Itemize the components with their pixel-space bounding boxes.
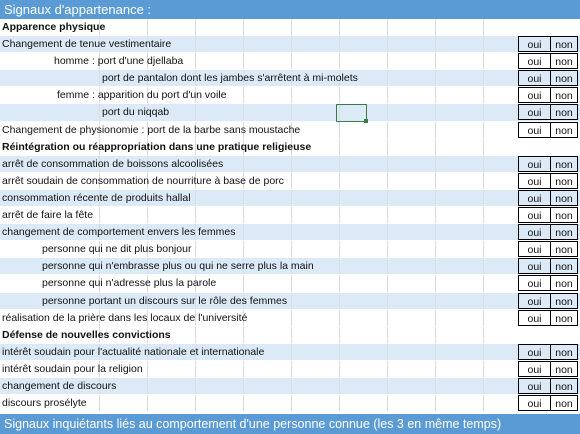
- oui-cell[interactable]: oui: [518, 378, 551, 394]
- gridline: [99, 395, 100, 411]
- gridline: [435, 361, 436, 377]
- row-label: intérêt soudain pour la religion: [2, 362, 143, 375]
- oui-cell[interactable]: oui: [518, 344, 551, 360]
- gridline: [291, 275, 292, 291]
- gridline: [339, 327, 340, 343]
- gridline: [99, 70, 100, 86]
- row-label: intérêt soudain pour l'actualité nationale et internationale: [2, 345, 265, 358]
- gridline: [483, 87, 484, 103]
- gridline: [195, 19, 196, 35]
- gridline: [147, 207, 148, 223]
- gridline: [339, 19, 340, 35]
- gridline: [243, 207, 244, 223]
- gridline: [195, 190, 196, 206]
- gridline: [387, 190, 388, 206]
- gridline: [483, 275, 484, 291]
- gridline: [435, 104, 436, 120]
- fill-handle[interactable]: [364, 119, 368, 123]
- gridline: [339, 378, 340, 394]
- gridline: [483, 378, 484, 394]
- gridline: [387, 87, 388, 103]
- gridline: [243, 361, 244, 377]
- gridline: [243, 327, 244, 343]
- gridline: [435, 70, 436, 86]
- gridline: [483, 139, 484, 155]
- gridline: [291, 53, 292, 69]
- row-label: discours prosélyte: [2, 397, 87, 410]
- gridline: [339, 122, 340, 138]
- gridline: [99, 104, 100, 120]
- gridline: [243, 104, 244, 120]
- rows-container: [0, 19, 580, 412]
- row-label: Changement de physionomie : port de la barbe sans moustache: [2, 123, 301, 136]
- gridline: [387, 344, 388, 360]
- gridline: [483, 36, 484, 52]
- gridline: [483, 190, 484, 206]
- gridline: [339, 258, 340, 274]
- non-cell[interactable]: non: [550, 104, 578, 120]
- footer-band[interactable]: Signaux inquiétants liés au comportement d'une personne connue (les 3 en même temps): [0, 414, 580, 434]
- oui-cell[interactable]: oui: [518, 87, 551, 103]
- gridline: [435, 53, 436, 69]
- oui-cell[interactable]: oui: [518, 156, 551, 172]
- table-row[interactable]: [0, 156, 580, 173]
- gridline: [195, 241, 196, 257]
- gridline: [483, 53, 484, 69]
- gridline: [243, 241, 244, 257]
- gridline: [483, 104, 484, 120]
- gridline: [339, 156, 340, 172]
- gridline: [339, 361, 340, 377]
- gridline: [387, 104, 388, 120]
- row-label: homme : port d'une djellaba: [54, 55, 184, 68]
- non-cell[interactable]: non: [550, 173, 578, 189]
- non-cell[interactable]: non: [550, 378, 578, 394]
- gridline: [483, 258, 484, 274]
- gridline: [291, 241, 292, 257]
- table-row[interactable]: [0, 344, 580, 361]
- gridline: [243, 224, 244, 240]
- gridline: [291, 327, 292, 343]
- gridline: [339, 293, 340, 309]
- non-cell[interactable]: non: [550, 241, 578, 257]
- table-row[interactable]: [0, 224, 580, 241]
- non-cell[interactable]: non: [550, 53, 578, 69]
- oui-cell[interactable]: oui: [518, 36, 551, 52]
- gridline: [483, 173, 484, 189]
- gridline: [291, 87, 292, 103]
- gridline: [435, 293, 436, 309]
- row-label: port du niqqab: [102, 106, 170, 119]
- non-cell[interactable]: non: [550, 122, 578, 138]
- gridline: [387, 224, 388, 240]
- gridline: [339, 207, 340, 223]
- gridline: [291, 293, 292, 309]
- gridline: [339, 241, 340, 257]
- non-cell[interactable]: non: [550, 275, 578, 291]
- non-cell[interactable]: non: [550, 344, 578, 360]
- gridline: [483, 293, 484, 309]
- gridline: [483, 395, 484, 411]
- gridline: [387, 258, 388, 274]
- table-row[interactable]: [0, 122, 580, 139]
- row-label: femme : apparition du port d'un voile: [57, 89, 227, 102]
- gridline: [339, 173, 340, 189]
- gridline: [195, 36, 196, 52]
- gridline: [435, 344, 436, 360]
- gridline: [339, 224, 340, 240]
- gridline: [435, 36, 436, 52]
- gridline: [435, 173, 436, 189]
- section-row[interactable]: [0, 327, 580, 344]
- non-cell[interactable]: non: [550, 156, 578, 172]
- non-cell[interactable]: non: [550, 70, 578, 86]
- gridline: [291, 19, 292, 35]
- row-label: port de pantalon dont les jambes s'arrêtent à mi-molets: [102, 72, 358, 85]
- header-band[interactable]: Signaux d'appartenance :: [0, 0, 580, 19]
- oui-cell[interactable]: oui: [518, 104, 551, 120]
- gridline: [243, 53, 244, 69]
- gridline: [387, 327, 388, 343]
- gridline: [435, 258, 436, 274]
- table-row[interactable]: [0, 190, 580, 207]
- section-row[interactable]: [0, 139, 580, 156]
- gridline: [435, 241, 436, 257]
- gridline: [435, 156, 436, 172]
- oui-cell[interactable]: oui: [518, 310, 551, 326]
- gridline: [195, 53, 196, 69]
- table-row[interactable]: [0, 53, 580, 70]
- gridline: [243, 190, 244, 206]
- oui-cell[interactable]: oui: [518, 122, 551, 138]
- table-row[interactable]: [0, 70, 580, 87]
- non-cell[interactable]: non: [550, 293, 578, 309]
- gridline: [291, 224, 292, 240]
- section-title: Apparence physique: [2, 21, 106, 33]
- gridline: [291, 310, 292, 326]
- row-label: arrêt soudain de consommation de nourriture à base de porc: [2, 174, 284, 187]
- oui-cell[interactable]: oui: [518, 258, 551, 274]
- table-row[interactable]: [0, 293, 580, 310]
- row-label: personne qui n'adresse plus la parole: [42, 277, 217, 290]
- row-label: personne qui ne dit plus bonjour: [42, 243, 192, 256]
- gridline: [147, 378, 148, 394]
- gridline: [243, 275, 244, 291]
- table-row[interactable]: [0, 378, 580, 395]
- gridline: [387, 36, 388, 52]
- gridline: [339, 395, 340, 411]
- gridline: [483, 344, 484, 360]
- non-cell[interactable]: non: [550, 258, 578, 274]
- oui-cell[interactable]: oui: [518, 224, 551, 240]
- gridline: [147, 395, 148, 411]
- gridline: [387, 310, 388, 326]
- gridline: [387, 395, 388, 411]
- gridline: [243, 156, 244, 172]
- gridline: [195, 378, 196, 394]
- gridline: [291, 173, 292, 189]
- gridline: [195, 327, 196, 343]
- gridline: [291, 36, 292, 52]
- oui-cell[interactable]: oui: [518, 190, 551, 206]
- gridline: [387, 361, 388, 377]
- gridline: [483, 70, 484, 86]
- row-label: arrêt de faire la fête: [2, 209, 94, 222]
- table-row[interactable]: [0, 104, 580, 121]
- gridline: [291, 361, 292, 377]
- non-cell[interactable]: non: [550, 395, 578, 411]
- gridline: [195, 104, 196, 120]
- gridline: [387, 207, 388, 223]
- gridline: [435, 378, 436, 394]
- oui-cell[interactable]: oui: [518, 395, 551, 411]
- table-row[interactable]: [0, 241, 580, 258]
- gridline: [147, 361, 148, 377]
- gridline: [243, 19, 244, 35]
- table-row[interactable]: [0, 395, 580, 412]
- gridline: [435, 224, 436, 240]
- gridline: [339, 344, 340, 360]
- gridline: [243, 36, 244, 52]
- gridline: [483, 310, 484, 326]
- gridline: [387, 70, 388, 86]
- gridline: [435, 395, 436, 411]
- gridline: [291, 344, 292, 360]
- table-row[interactable]: [0, 275, 580, 292]
- gridline: [435, 310, 436, 326]
- gridline: [483, 207, 484, 223]
- oui-cell[interactable]: oui: [518, 70, 551, 86]
- gridline: [243, 395, 244, 411]
- section-row[interactable]: [0, 19, 580, 36]
- section-title: Défense de nouvelles convictions: [2, 328, 171, 341]
- gridline: [387, 122, 388, 138]
- gridline: [483, 19, 484, 35]
- gridline: [483, 361, 484, 377]
- row-label: Changement de tenue vestimentaire: [2, 38, 172, 51]
- gridline: [195, 361, 196, 377]
- gridline: [291, 190, 292, 206]
- table-row[interactable]: [0, 310, 580, 327]
- gridline: [243, 87, 244, 103]
- gridline: [435, 122, 436, 138]
- row-label: personne portant un discours sur le rôle des femmes: [42, 294, 288, 307]
- gridline: [435, 87, 436, 103]
- gridline: [435, 19, 436, 35]
- gridline: [291, 378, 292, 394]
- gridline: [147, 19, 148, 35]
- gridline: [291, 156, 292, 172]
- table-row[interactable]: [0, 173, 580, 190]
- non-cell[interactable]: non: [550, 224, 578, 240]
- table-row[interactable]: [0, 361, 580, 378]
- non-cell[interactable]: non: [550, 190, 578, 206]
- gridline: [291, 104, 292, 120]
- gridline: [435, 327, 436, 343]
- selected-cell[interactable]: [336, 104, 367, 122]
- gridline: [339, 36, 340, 52]
- gridline: [483, 327, 484, 343]
- non-cell[interactable]: non: [550, 310, 578, 326]
- gridline: [435, 190, 436, 206]
- non-cell[interactable]: non: [550, 87, 578, 103]
- gridline: [387, 378, 388, 394]
- gridline: [483, 122, 484, 138]
- gridline: [339, 310, 340, 326]
- gridline: [339, 190, 340, 206]
- gridline: [195, 207, 196, 223]
- gridline: [243, 378, 244, 394]
- gridline: [291, 207, 292, 223]
- oui-cell[interactable]: oui: [518, 275, 551, 291]
- non-cell[interactable]: non: [550, 361, 578, 377]
- table-row[interactable]: [0, 258, 580, 275]
- gridline: [291, 395, 292, 411]
- oui-cell[interactable]: oui: [518, 293, 551, 309]
- non-cell[interactable]: non: [550, 207, 578, 223]
- gridline: [339, 87, 340, 103]
- oui-cell[interactable]: oui: [518, 53, 551, 69]
- non-cell[interactable]: non: [550, 36, 578, 52]
- gridline: [387, 53, 388, 69]
- gridline: [387, 19, 388, 35]
- gridline: [483, 156, 484, 172]
- oui-cell[interactable]: oui: [518, 241, 551, 257]
- oui-cell[interactable]: oui: [518, 173, 551, 189]
- gridline: [435, 139, 436, 155]
- table-row[interactable]: [0, 207, 580, 224]
- gridline: [387, 293, 388, 309]
- gridline: [483, 224, 484, 240]
- gridline: [435, 207, 436, 223]
- gridline: [339, 53, 340, 69]
- row-label: changement de discours: [2, 379, 117, 392]
- gridline: [387, 156, 388, 172]
- gridline: [339, 139, 340, 155]
- section-title: Réintégration ou réappropriation dans une pratique religieuse: [2, 140, 312, 153]
- gridline: [387, 173, 388, 189]
- row-label: changement de comportement envers les femmes: [2, 226, 236, 239]
- row-label: arrêt de consommation de boissons alcoolisées: [2, 157, 224, 170]
- gridline: [339, 275, 340, 291]
- gridline: [195, 395, 196, 411]
- gridline: [99, 207, 100, 223]
- gridline: [387, 275, 388, 291]
- table-row[interactable]: [0, 87, 580, 104]
- oui-cell[interactable]: oui: [518, 207, 551, 223]
- gridline: [483, 241, 484, 257]
- row-label: réalisation de la prière dans les locaux de l'université: [2, 311, 248, 324]
- row-label: consommation récente de produits hallal: [2, 191, 191, 204]
- gridline: [387, 241, 388, 257]
- gridline: [387, 139, 388, 155]
- gridline: [435, 275, 436, 291]
- table-row[interactable]: [0, 36, 580, 53]
- row-label: personne qui n'embrasse plus ou qui ne serre plus la main: [42, 260, 314, 273]
- oui-cell[interactable]: oui: [518, 361, 551, 377]
